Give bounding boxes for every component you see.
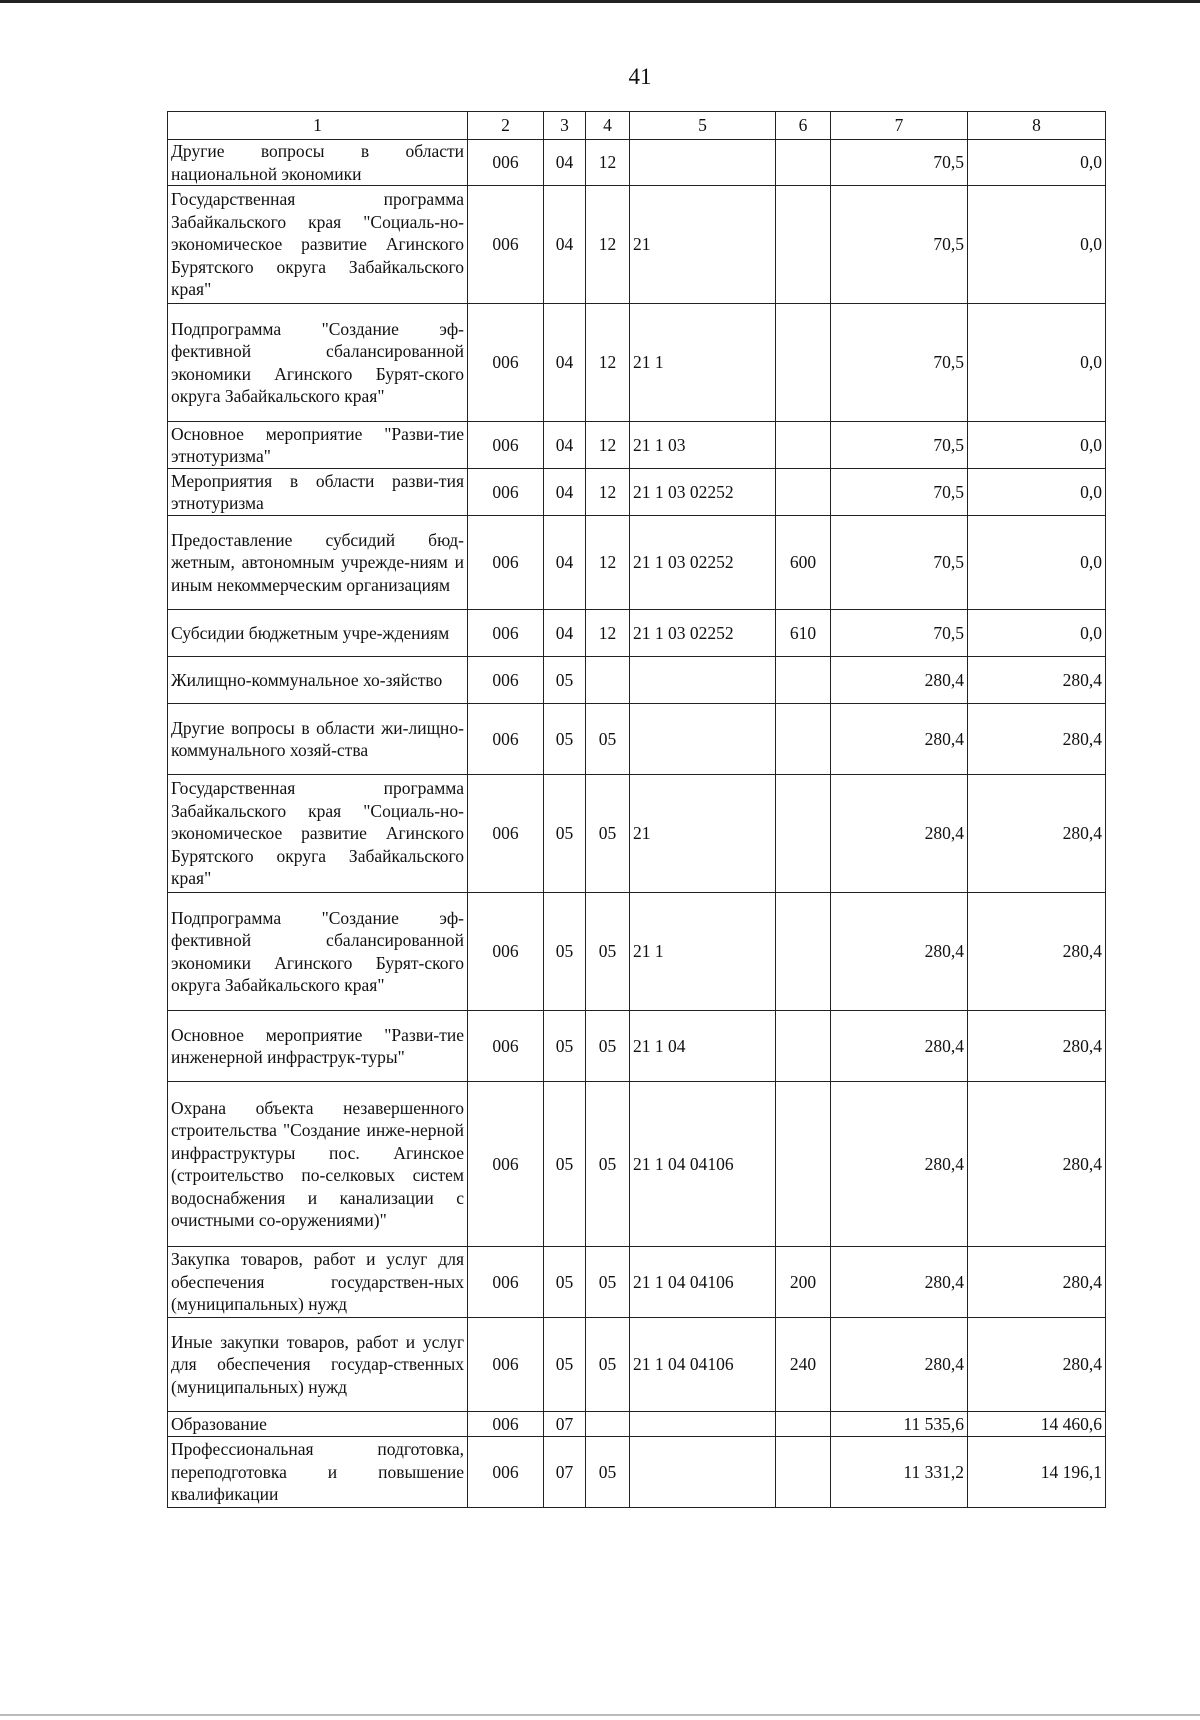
table-row	[168, 304, 1106, 422]
cell-col8: 0,0	[968, 186, 1106, 304]
cell-col8: 14 460,6	[968, 1412, 1106, 1437]
cell-col2: 006	[468, 469, 544, 516]
cell-col6	[776, 1082, 831, 1247]
cell-col8: 280,4	[968, 775, 1106, 893]
cell-col8: 0,0	[968, 469, 1106, 516]
cell-col2: 006	[468, 1247, 544, 1318]
cell-col3: 05	[544, 704, 586, 775]
cell-col8: 280,4	[968, 1011, 1106, 1082]
header-cell: 4	[586, 112, 630, 140]
cell-col6	[776, 1437, 831, 1508]
cell-col4	[586, 657, 630, 704]
table-row	[168, 1082, 1106, 1247]
cell-col6	[776, 304, 831, 422]
table-row	[168, 1318, 1106, 1412]
cell-col7: 70,5	[831, 422, 968, 469]
header-cell: 5	[630, 112, 776, 140]
cell-col8: 0,0	[968, 304, 1106, 422]
scan-edge-top	[0, 0, 1200, 3]
table-row	[168, 516, 1106, 610]
cell-col2: 006	[468, 1437, 544, 1508]
cell-col3: 07	[544, 1412, 586, 1437]
cell-col5: 21 1 04 04106	[630, 1082, 776, 1247]
cell-col7: 280,4	[831, 893, 968, 1011]
cell-col3: 05	[544, 1082, 586, 1247]
cell-col8: 0,0	[968, 422, 1106, 469]
table-row	[168, 469, 1106, 516]
cell-col6	[776, 775, 831, 893]
budget-table	[167, 111, 1106, 1508]
cell-col7: 280,4	[831, 657, 968, 704]
cell-col5	[630, 1437, 776, 1508]
cell-col6: 610	[776, 610, 831, 657]
row-name: Охрана объекта незавершенного строительства "Создание инже-нерной инфраструктуры пос. Агинское (строительство по-селковых систем водоснабжения и канализации с очистными со-оружениями)"	[168, 1082, 468, 1247]
cell-col4: 12	[586, 186, 630, 304]
cell-col3: 05	[544, 775, 586, 893]
cell-col3: 04	[544, 516, 586, 610]
cell-col2: 006	[468, 1412, 544, 1437]
cell-col4: 05	[586, 1318, 630, 1412]
table-row	[168, 1412, 1106, 1437]
row-name: Государственная программа Забайкальского края "Социаль-но-экономическое развитие Агинского Бурятского округа Забайкальского края"	[168, 775, 468, 893]
cell-col6	[776, 186, 831, 304]
row-name: Иные закупки товаров, работ и услуг для обеспечения государ-ственных (муниципальных) нужд	[168, 1318, 468, 1412]
cell-col4: 05	[586, 1437, 630, 1508]
cell-col5: 21 1	[630, 893, 776, 1011]
cell-col2: 006	[468, 1318, 544, 1412]
cell-col5: 21 1 03 02252	[630, 469, 776, 516]
cell-col5	[630, 140, 776, 186]
row-name: Основное мероприятие "Разви-тие этнотуризма"	[168, 422, 468, 469]
row-name: Основное мероприятие "Разви-тие инженерной инфраструк-туры"	[168, 1011, 468, 1082]
header-cell: 6	[776, 112, 831, 140]
cell-col7: 70,5	[831, 516, 968, 610]
header-row	[168, 112, 1106, 140]
table-row	[168, 893, 1106, 1011]
cell-col7: 11 331,2	[831, 1437, 968, 1508]
cell-col4: 05	[586, 1082, 630, 1247]
header-cell: 3	[544, 112, 586, 140]
table-row	[168, 704, 1106, 775]
cell-col8: 280,4	[968, 1318, 1106, 1412]
table-row	[168, 775, 1106, 893]
cell-col8: 0,0	[968, 516, 1106, 610]
row-name: Образование	[168, 1412, 468, 1437]
table-row	[168, 140, 1106, 186]
cell-col5: 21 1 04 04106	[630, 1318, 776, 1412]
cell-col3: 04	[544, 610, 586, 657]
cell-col2: 006	[468, 893, 544, 1011]
cell-col6: 200	[776, 1247, 831, 1318]
cell-col6	[776, 1011, 831, 1082]
cell-col7: 70,5	[831, 186, 968, 304]
cell-col7: 70,5	[831, 469, 968, 516]
cell-col7: 280,4	[831, 1247, 968, 1318]
cell-col3: 04	[544, 140, 586, 186]
cell-col4: 12	[586, 469, 630, 516]
cell-col4: 05	[586, 775, 630, 893]
cell-col6	[776, 893, 831, 1011]
cell-col4: 05	[586, 704, 630, 775]
cell-col2: 006	[468, 304, 544, 422]
cell-col7: 70,5	[831, 304, 968, 422]
cell-col2: 006	[468, 704, 544, 775]
cell-col4: 12	[586, 140, 630, 186]
row-name: Другие вопросы в области жи-лищно-коммунального хозяй-ства	[168, 704, 468, 775]
row-name: Профессиональная подготовка, переподготовка и повышение квалификации	[168, 1437, 468, 1508]
cell-col3: 05	[544, 1247, 586, 1318]
scan-edge-bottom	[0, 1714, 1200, 1716]
table-row	[168, 610, 1106, 657]
row-name: Закупка товаров, работ и услуг для обеспечения государствен-ных (муниципальных) нужд	[168, 1247, 468, 1318]
row-name: Мероприятия в области разви-тия этнотуризма	[168, 469, 468, 516]
table-row	[168, 186, 1106, 304]
cell-col5: 21 1 03	[630, 422, 776, 469]
cell-col4: 05	[586, 893, 630, 1011]
cell-col7: 280,4	[831, 704, 968, 775]
cell-col7: 70,5	[831, 140, 968, 186]
cell-col2: 006	[468, 1082, 544, 1247]
cell-col2: 006	[468, 657, 544, 704]
table-row	[168, 1247, 1106, 1318]
cell-col3: 05	[544, 893, 586, 1011]
header-cell: 8	[968, 112, 1106, 140]
cell-col4: 12	[586, 516, 630, 610]
row-name: Предоставление субсидий бюд-жетным, автономным учрежде-ниям и иным некоммерческим организациям	[168, 516, 468, 610]
cell-col3: 04	[544, 304, 586, 422]
cell-col7: 280,4	[831, 1011, 968, 1082]
cell-col2: 006	[468, 186, 544, 304]
cell-col5: 21 1	[630, 304, 776, 422]
cell-col5	[630, 1412, 776, 1437]
cell-col5: 21 1 04 04106	[630, 1247, 776, 1318]
cell-col7: 280,4	[831, 1318, 968, 1412]
cell-col8: 0,0	[968, 140, 1106, 186]
cell-col5: 21	[630, 186, 776, 304]
cell-col7: 70,5	[831, 610, 968, 657]
cell-col2: 006	[468, 610, 544, 657]
cell-col8: 280,4	[968, 893, 1106, 1011]
cell-col5: 21 1 03 02252	[630, 610, 776, 657]
row-name: Подпрограмма "Создание эф-фективной сбалансированной экономики Агинского Бурят-ского округа Забайкальского края"	[168, 893, 468, 1011]
row-name: Жилищно-коммунальное хо-зяйство	[168, 657, 468, 704]
cell-col6	[776, 422, 831, 469]
cell-col6: 600	[776, 516, 831, 610]
cell-col8: 280,4	[968, 1247, 1106, 1318]
cell-col3: 05	[544, 1318, 586, 1412]
cell-col6	[776, 657, 831, 704]
row-name: Государственная программа Забайкальского края "Социаль-но-экономическое развитие Агинского Бурятского округа Забайкальского края"	[168, 186, 468, 304]
cell-col2: 006	[468, 140, 544, 186]
cell-col4: 05	[586, 1247, 630, 1318]
header-cell: 7	[831, 112, 968, 140]
table-row	[168, 422, 1106, 469]
cell-col6: 240	[776, 1318, 831, 1412]
page-number: 41	[628, 64, 652, 89]
cell-col6	[776, 704, 831, 775]
header-cell: 2	[468, 112, 544, 140]
cell-col5: 21	[630, 775, 776, 893]
cell-col8: 0,0	[968, 610, 1106, 657]
cell-col8: 280,4	[968, 704, 1106, 775]
row-name: Подпрограмма "Создание эф-фективной сбалансированной экономики Агинского Бурят-ского округа Забайкальского края"	[168, 304, 468, 422]
cell-col6	[776, 140, 831, 186]
cell-col5: 21 1 03 02252	[630, 516, 776, 610]
cell-col3: 04	[544, 422, 586, 469]
cell-col4: 05	[586, 1011, 630, 1082]
table-row	[168, 1437, 1106, 1508]
cell-col6	[776, 1412, 831, 1437]
cell-col2: 006	[468, 422, 544, 469]
table-row	[168, 1011, 1106, 1082]
cell-col4	[586, 1412, 630, 1437]
cell-col4: 12	[586, 422, 630, 469]
cell-col5	[630, 657, 776, 704]
cell-col4: 12	[586, 610, 630, 657]
cell-col5: 21 1 04	[630, 1011, 776, 1082]
cell-col6	[776, 469, 831, 516]
cell-col7: 280,4	[831, 1082, 968, 1247]
cell-col7: 11 535,6	[831, 1412, 968, 1437]
cell-col3: 05	[544, 657, 586, 704]
cell-col3: 04	[544, 186, 586, 304]
header-cell: 1	[168, 112, 468, 140]
cell-col2: 006	[468, 775, 544, 893]
cell-col4: 12	[586, 304, 630, 422]
cell-col2: 006	[468, 1011, 544, 1082]
cell-col5	[630, 704, 776, 775]
cell-col3: 07	[544, 1437, 586, 1508]
table-row	[168, 657, 1106, 704]
cell-col3: 04	[544, 469, 586, 516]
row-name: Субсидии бюджетным учре-ждениям	[168, 610, 468, 657]
cell-col2: 006	[468, 516, 544, 610]
cell-col8: 14 196,1	[968, 1437, 1106, 1508]
cell-col3: 05	[544, 1011, 586, 1082]
row-name: Другие вопросы в области национальной экономики	[168, 140, 468, 186]
cell-col8: 280,4	[968, 657, 1106, 704]
cell-col8: 280,4	[968, 1082, 1106, 1247]
cell-col7: 280,4	[831, 775, 968, 893]
